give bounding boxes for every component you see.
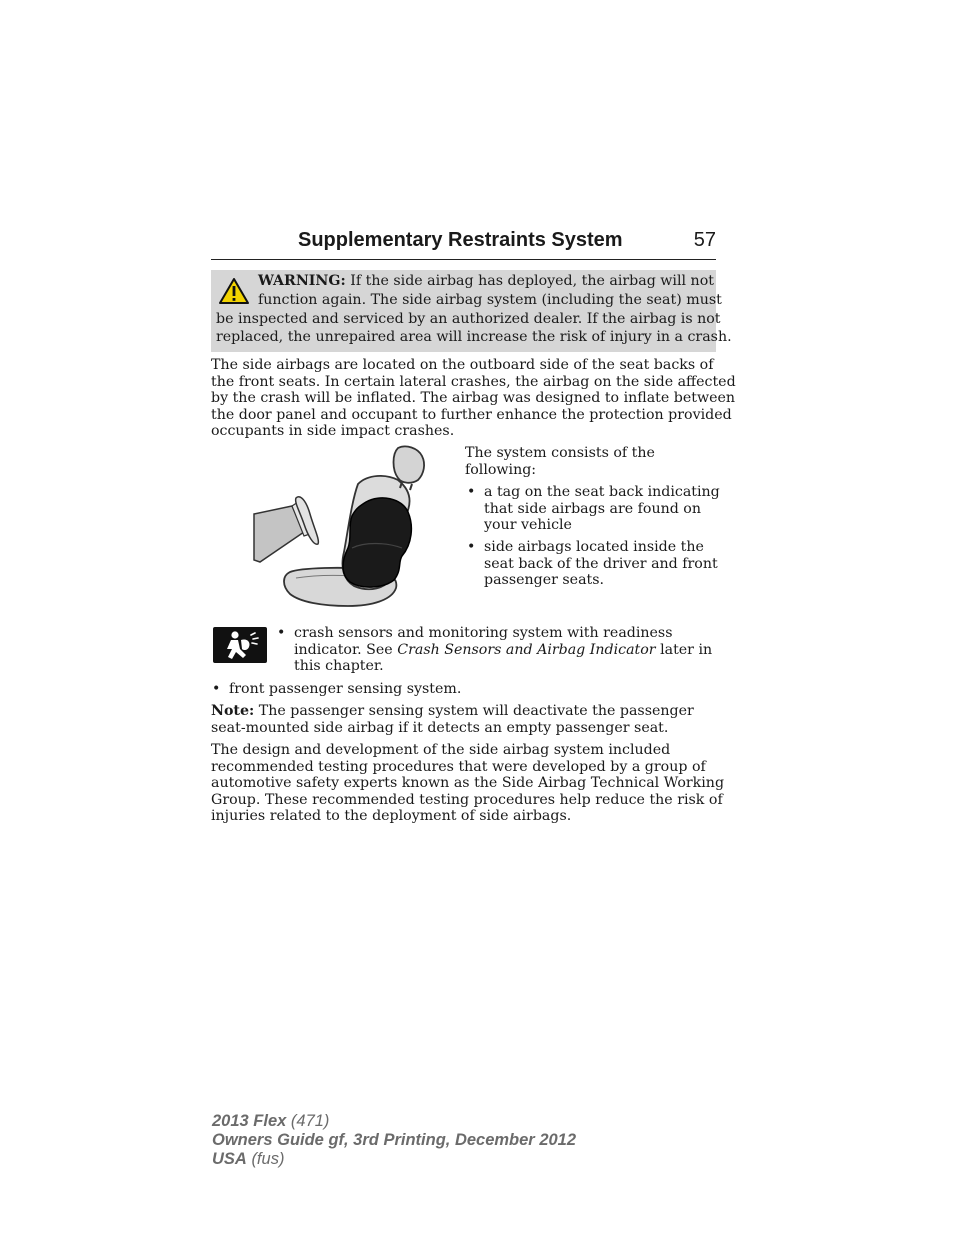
page-header	[211, 229, 716, 260]
note-label: Note:	[211, 703, 255, 719]
warning-line-3: be inspected and serviced by an authorized dealer. If the airbag is not	[216, 310, 721, 327]
footer-model-code: (471)	[290, 1112, 330, 1130]
page-number: 57	[693, 229, 716, 251]
bullet-dot: •	[467, 539, 476, 555]
cross-reference: Crash Sensors and Airbag Indicator	[397, 641, 656, 658]
bullet-dot: •	[277, 625, 286, 641]
page-footer	[212, 1112, 576, 1169]
intro-paragraph: The side airbags are located on the outboard side of the seat backs of the front seats. In certain lateral crashes, the airbag on the side affected by the crash will be inflated. The airbag was designed to inflate between the door panel and occupant to further enhance the protection provided occupants in side impact crashes.	[211, 357, 736, 439]
footer-region-code: (fus)	[251, 1150, 285, 1168]
note-paragraph: Note: The passenger sensing system will deactivate the passenger seat-mounted side airbag if it detects an empty passenger seat.	[211, 703, 694, 736]
footer-model: 2013 Flex	[212, 1112, 287, 1130]
footer-region: USA	[212, 1150, 247, 1168]
development-paragraph: The design and development of the side airbag system included recommended testing procedures that were developed by a group of automotive safety experts known as the Side Airbag Technical Working Group. These recommended testing procedures help reduce the risk of injuries related to the deployment of side airbags.	[211, 742, 725, 824]
airbag-indicator-icon	[213, 627, 267, 663]
warning-triangle-icon	[218, 277, 250, 305]
seat-airbag-illustration	[252, 444, 438, 610]
system-lead: The system consists of the following:	[465, 445, 655, 478]
warning-line-2: function again. The side airbag system (including the seat) must	[258, 292, 722, 308]
footer-guide: Owners Guide gf, 3rd Printing, December 2012	[212, 1131, 577, 1149]
section-title: Supplementary Restraints System	[298, 229, 623, 251]
warning-label: WARNING:	[258, 273, 346, 289]
warning-line-1: WARNING: If the side airbag has deployed, the airbag will not	[258, 273, 714, 289]
warning-line-4: replaced, the unrepaired area will increase the risk of injury in a crash.	[216, 329, 732, 345]
bullet-dot: •	[212, 681, 221, 697]
bullet-dot: •	[467, 484, 476, 500]
warning-box	[211, 270, 732, 352]
